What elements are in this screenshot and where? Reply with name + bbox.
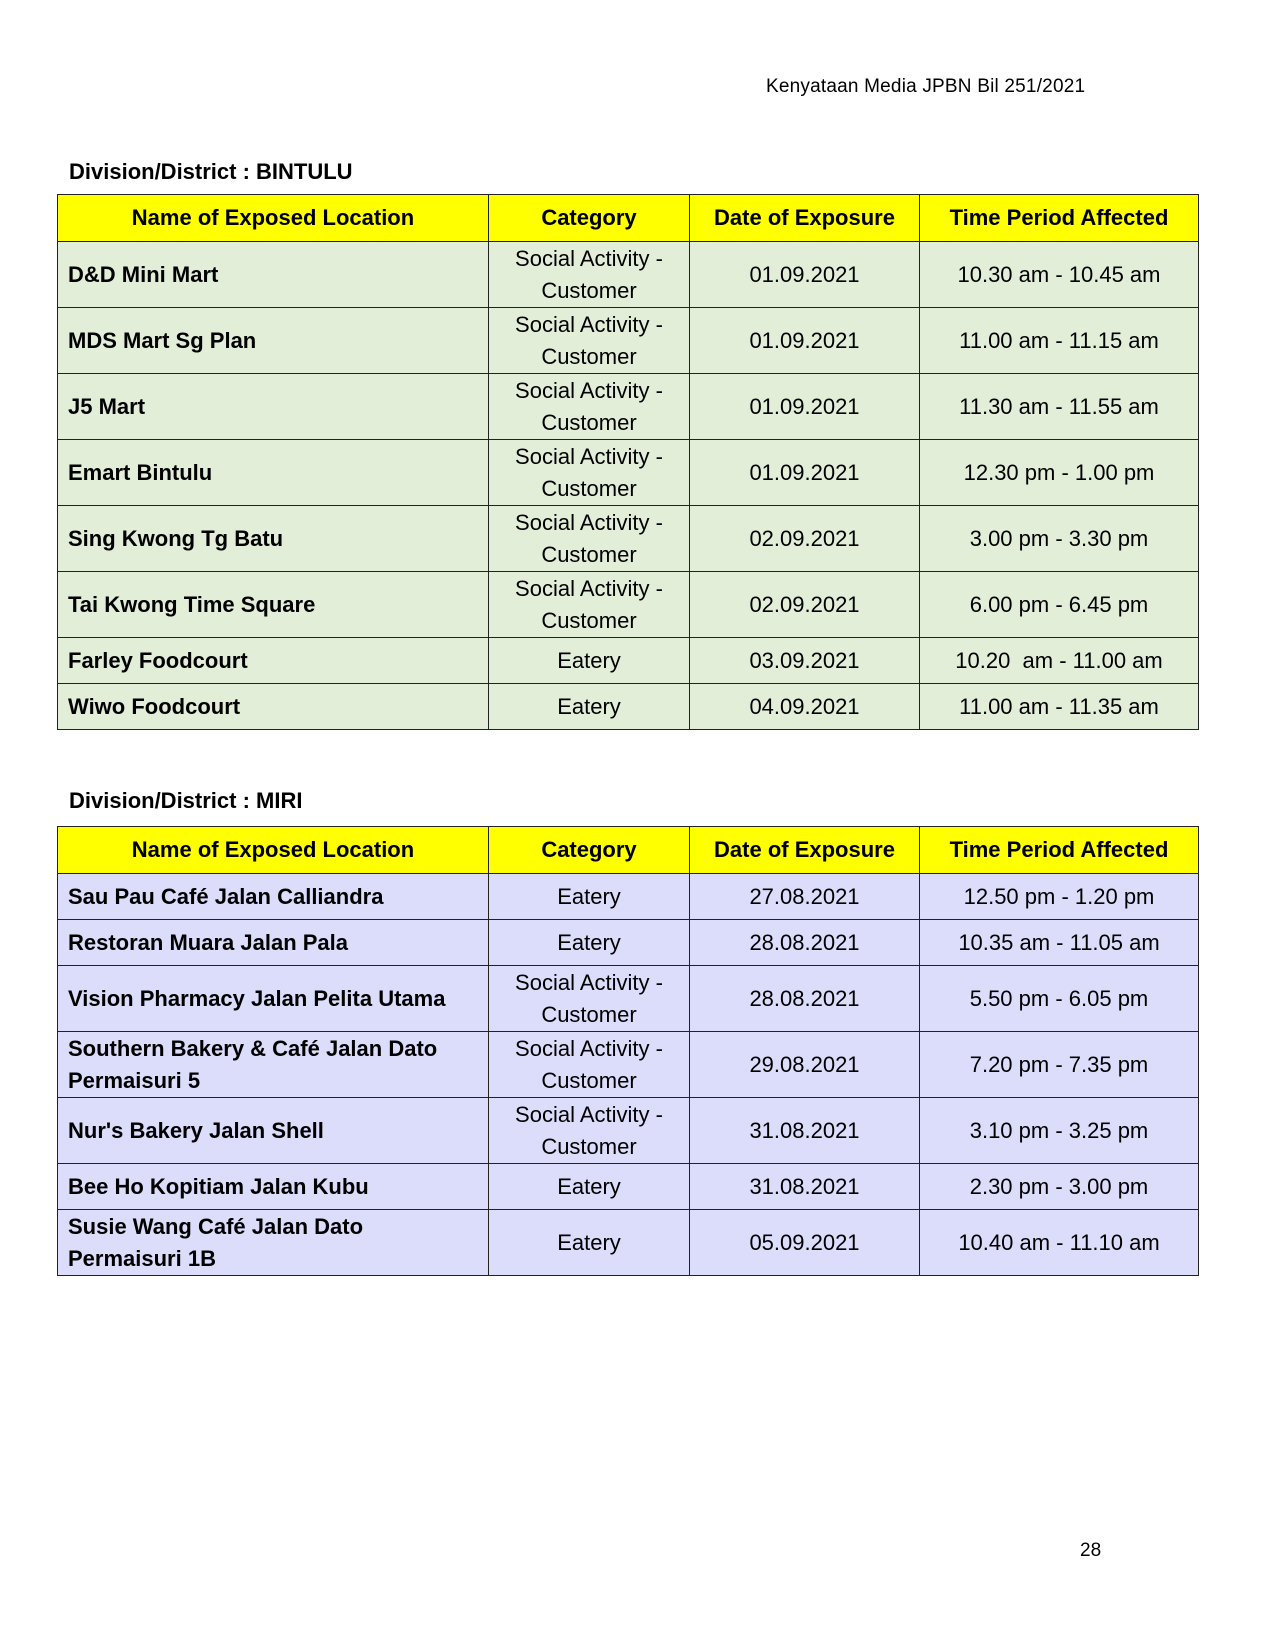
table-row — [58, 374, 1199, 440]
table-row — [58, 1164, 1199, 1210]
table-row — [58, 638, 1199, 684]
time-cell: 10.40 am - 11.10 am — [920, 1210, 1199, 1276]
category-cell: Eatery — [489, 920, 690, 966]
date-cell: 31.08.2021 — [690, 1098, 920, 1164]
column-header-location: Name of Exposed Location — [58, 195, 489, 242]
date-cell: 01.09.2021 — [690, 440, 920, 506]
location-cell: D&D Mini Mart — [58, 242, 489, 308]
category-cell: Social Activity - Customer — [489, 506, 690, 572]
table-row — [58, 440, 1199, 506]
time-cell: 11.00 am - 11.35 am — [920, 684, 1199, 730]
exposure-table-miri — [57, 826, 1199, 1276]
table-row — [58, 242, 1199, 308]
location-cell: Sing Kwong Tg Batu — [58, 506, 489, 572]
table-row — [58, 1032, 1199, 1098]
section-title-miri: Division/District : MIRI — [69, 788, 303, 813]
time-cell: 10.35 am - 11.05 am — [920, 920, 1199, 966]
time-cell: 10.30 am - 10.45 am — [920, 242, 1199, 308]
time-cell: 12.50 pm - 1.20 pm — [920, 874, 1199, 920]
table-row — [58, 920, 1199, 966]
table-header-row — [58, 827, 1199, 874]
page-number: 28 — [1080, 1540, 1102, 1561]
date-cell: 03.09.2021 — [690, 638, 920, 684]
location-cell: Wiwo Foodcourt — [58, 684, 489, 730]
table-row — [58, 874, 1199, 920]
time-cell: 11.30 am - 11.55 am — [920, 374, 1199, 440]
table-row — [58, 1098, 1199, 1164]
location-cell: Bee Ho Kopitiam Jalan Kubu — [58, 1164, 489, 1210]
category-cell: Social Activity - Customer — [489, 572, 690, 638]
time-cell: 11.00 am - 11.15 am — [920, 308, 1199, 374]
location-cell: Farley Foodcourt — [58, 638, 489, 684]
category-cell: Social Activity - Customer — [489, 440, 690, 506]
date-cell: 28.08.2021 — [690, 966, 920, 1032]
date-cell: 01.09.2021 — [690, 374, 920, 440]
date-cell: 02.09.2021 — [690, 506, 920, 572]
column-header-time: Time Period Affected — [920, 827, 1199, 874]
time-cell: 5.50 pm - 6.05 pm — [920, 966, 1199, 1032]
location-cell: Tai Kwong Time Square — [58, 572, 489, 638]
time-cell: 12.30 pm - 1.00 pm — [920, 440, 1199, 506]
time-cell: 10.20 am - 11.00 am — [920, 638, 1199, 684]
section-title-bintulu: Division/District : BINTULU — [69, 159, 353, 184]
column-header-location: Name of Exposed Location — [58, 827, 489, 874]
column-header-category: Category — [489, 195, 690, 242]
date-cell: 28.08.2021 — [690, 920, 920, 966]
category-cell: Social Activity - Customer — [489, 308, 690, 374]
date-cell: 01.09.2021 — [690, 308, 920, 374]
document-reference: Kenyataan Media JPBN Bil 251/2021 — [766, 76, 1086, 97]
category-cell: Eatery — [489, 684, 690, 730]
exposure-table-bintulu — [57, 194, 1199, 730]
category-cell: Social Activity - Customer — [489, 1032, 690, 1098]
column-header-category: Category — [489, 827, 690, 874]
date-cell: 29.08.2021 — [690, 1032, 920, 1098]
location-cell: J5 Mart — [58, 374, 489, 440]
date-cell: 01.09.2021 — [690, 242, 920, 308]
category-cell: Social Activity - Customer — [489, 242, 690, 308]
column-header-date: Date of Exposure — [690, 827, 920, 874]
table-row — [58, 308, 1199, 374]
time-cell: 2.30 pm - 3.00 pm — [920, 1164, 1199, 1210]
location-cell: Emart Bintulu — [58, 440, 489, 506]
time-cell: 6.00 pm - 6.45 pm — [920, 572, 1199, 638]
category-cell: Eatery — [489, 1164, 690, 1210]
date-cell: 05.09.2021 — [690, 1210, 920, 1276]
location-cell: Southern Bakery & Café Jalan Dato Permaisuri 5 — [58, 1032, 489, 1098]
time-cell: 7.20 pm - 7.35 pm — [920, 1032, 1199, 1098]
category-cell: Social Activity - Customer — [489, 374, 690, 440]
table-row — [58, 506, 1199, 572]
category-cell: Social Activity - Customer — [489, 966, 690, 1032]
column-header-time: Time Period Affected — [920, 195, 1199, 242]
table-header-row — [58, 195, 1199, 242]
category-cell: Eatery — [489, 638, 690, 684]
date-cell: 27.08.2021 — [690, 874, 920, 920]
table-row — [58, 572, 1199, 638]
location-cell: Sau Pau Café Jalan Calliandra — [58, 874, 489, 920]
category-cell: Social Activity - Customer — [489, 1098, 690, 1164]
time-cell: 3.10 pm - 3.25 pm — [920, 1098, 1199, 1164]
date-cell: 04.09.2021 — [690, 684, 920, 730]
date-cell: 31.08.2021 — [690, 1164, 920, 1210]
table-row — [58, 1210, 1199, 1276]
location-cell: MDS Mart Sg Plan — [58, 308, 489, 374]
table-row — [58, 684, 1199, 730]
location-cell: Restoran Muara Jalan Pala — [58, 920, 489, 966]
location-cell: Vision Pharmacy Jalan Pelita Utama — [58, 966, 489, 1032]
table-row — [58, 966, 1199, 1032]
location-cell: Nur's Bakery Jalan Shell — [58, 1098, 489, 1164]
column-header-date: Date of Exposure — [690, 195, 920, 242]
date-cell: 02.09.2021 — [690, 572, 920, 638]
location-cell: Susie Wang Café Jalan Dato Permaisuri 1B — [58, 1210, 489, 1276]
category-cell: Eatery — [489, 874, 690, 920]
category-cell: Eatery — [489, 1210, 690, 1276]
time-cell: 3.00 pm - 3.30 pm — [920, 506, 1199, 572]
